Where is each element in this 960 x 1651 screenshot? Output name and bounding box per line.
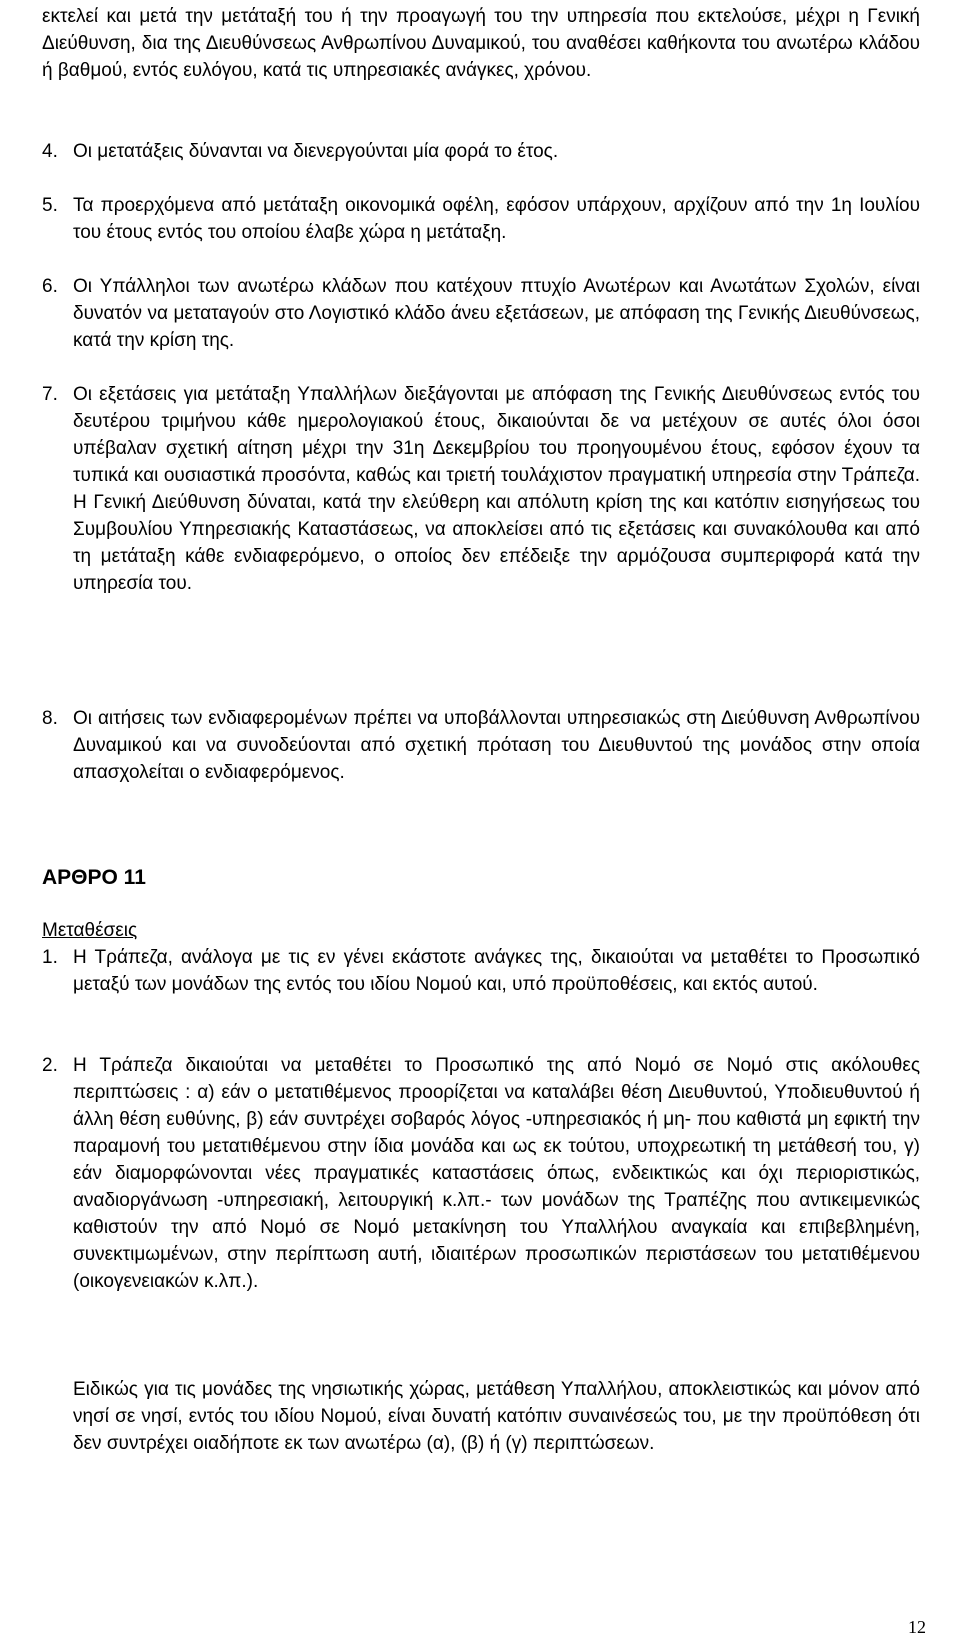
item-text: Τα προερχόμενα από μετάταξη οικονομικά οφέλη, εφόσον υπάρχουν, αρχίζουν από την 1η Ιουλίου του έτους εντός του οποίου έλαβε χώρα η μετάταξη.	[73, 195, 920, 243]
item-number: 6.	[42, 276, 58, 297]
list-item-5	[42, 192, 920, 246]
article-subheading: Μεταθέσεις	[42, 920, 138, 941]
item-text: Ειδικώς για τις μονάδες της νησιωτικής χώρας, μετάθεση Υπαλλήλου, αποκλειστικώς και μόνον από νησί σε νησί, εντός του ιδίου Νομού, είναι δυνατή κατόπιν συναινέσεώς του, με την προϋπόθεση ότι δεν συντρέχει οιαδήποτε εκ των ανωτέρω (α), (β) ή (γ) περιπτώσεων.	[73, 1379, 920, 1454]
page-number: 12	[908, 1617, 926, 1637]
item-number: 1.	[42, 947, 58, 968]
item-text: Οι αιτήσεις των ενδιαφερομένων πρέπει να υποβάλλονται υπηρεσιακώς στη Διεύθυνση Ανθρωπίνου Δυναμικού και να συνοδεύονται από σχετική πρόταση του Διευθυντού της μονάδος στην οποία απασχολείται ο ενδιαφερόμενος.	[73, 708, 920, 783]
item-text: Οι Υπάλληλοι των ανωτέρω κλάδων που κατέχουν πτυχίο Ανωτέρων και Ανωτάτων Σχολών, είναι δυνατόν να μεταταγούν στο Λογιστικό κλάδο άνευ εξετάσεων, με απόφαση της Γενικής Διευθύνσεως, κατά την κρίση της.	[73, 276, 920, 351]
continuation-paragraph: εκτελεί και μετά την μετάταξή του ή την προαγωγή του την υπηρεσία που εκτελούσε, μέχρι η Γενική Διεύθυνση, δια της Διευθύνσεως Ανθρωπίνου Δυναμικού, του αναθέσει καθήκοντα του ανωτέρω κλάδου ή βαθμού, εντός ευλόγου, κατά τις υπηρεσιακές ανάγκες, χρόνου.	[42, 6, 920, 81]
item-text: Οι μετατάξεις δύνανται να διενεργούνται μία φορά το έτος.	[73, 141, 559, 162]
item-number: 2.	[42, 1055, 58, 1076]
item-number: 4.	[42, 141, 58, 162]
item-number: 5.	[42, 195, 58, 216]
item-text: Η Τράπεζα δικαιούται να μεταθέτει το Προσωπικό της από Νομό σε Νομό στις ακόλουθες περιπτώσεις : α) εάν ο μετατιθέμενος προορίζεται να καταλάβει θέση Διευθυντού, Υποδιευθυντού ή άλλη θέση ευθύνης, β) εάν συντρέχει σοβαρός λόγος -υπηρεσιακός ή μη- που καθιστά μη εφικτή την παραμονή του μετατιθέμενου στην ίδια μονάδα και ως εκ τούτου, υποχρεωτική τη μετάθεσή του, γ) εάν διαμορφώνονται νέες πραγματικές καταστάσεις όπως, ενδεικτικώς και όχι περιοριστικώς, αναδιοργάνωση -υπηρεσιακή, λειτουργική κ.λπ.- των μονάδων της Τραπέζης που αντικειμενικώς καθιστούν την από Νομό σε Νομό μετακίνηση του Υπαλλήλου αναγκαία και επιβεβλημένη, συνεκτιμωμένων, στην περίπτωση αυτή, ιδιαιτέρων προσωπικών περιστάσεων του μετατιθέμενου (οικογενειακών κ.λπ.).	[73, 1055, 920, 1292]
item-text: Η Τράπεζα, ανάλογα με τις εν γένει εκάστοτε ανάγκες της, δικαιούται να μεταθέτει το Προσωπικό μεταξύ των μονάδων της εντός του ιδίου Νομού και, υπό προϋποθέσεις, και εκτός αυτού.	[73, 947, 920, 995]
list-item-7	[42, 381, 920, 597]
article-item-2	[42, 1052, 920, 1295]
article-heading: ΑΡΘΡΟ 11	[42, 866, 146, 889]
item-text: Οι εξετάσεις για μετάταξη Υπαλλήλων διεξάγονται με απόφαση της Γενικής Διευθύνσεως εντός του δευτέρου τριμήνου κάθε ημερολογιακού έτους, δικαιούνται δε να μετέχουν σε αυτές όλοι όσοι υπέβαλαν σχετική αίτηση μέχρι την 31η Δεκεμβρίου του προηγουμένου έτους, εφόσον έχουν τα τυπικά και ουσιαστικά προσόντα, καθώς και τριετή τουλάχιστον πραγματική υπηρεσία στην Τράπεζα. Η Γενική Διεύθυνση δύναται, κατά την ελεύθερη και απόλυτη κρίση της και κατόπιν εισηγήσεως του Συμβουλίου Υπηρεσιακής Καταστάσεως, να αποκλείσει από τις εξετάσεις και συνακόλουθα και από τη μετάταξη κάθε ενδιαφερόμενο, ο οποίος δεν επέδειξε την αρμόζουσα συμπεριφορά κατά την υπηρεσία του.	[73, 384, 920, 594]
article-item-1	[42, 944, 920, 998]
item-number-spacer	[42, 1376, 73, 1457]
article-item-2-continuation	[42, 1376, 920, 1457]
list-item-4	[42, 138, 920, 165]
list-item-6	[42, 273, 920, 354]
item-number: 7.	[42, 384, 58, 405]
list-item-8	[42, 705, 920, 786]
item-number: 8.	[42, 708, 58, 729]
